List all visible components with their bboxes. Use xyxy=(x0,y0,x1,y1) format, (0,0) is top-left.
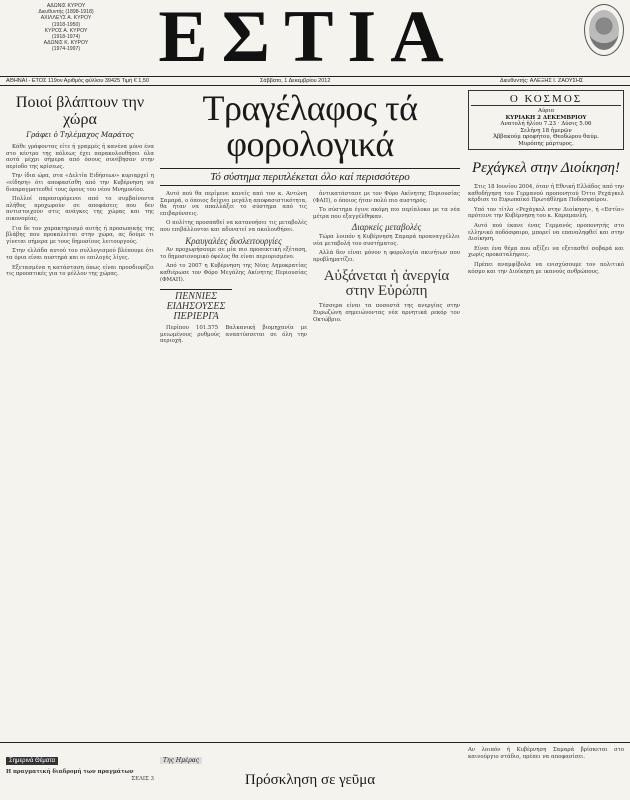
section-label: Σημερινά Θέματα xyxy=(6,757,58,765)
paragraph: Πρέπει αναμφίβολα να ενισχύσουμε τον πολιτικό κόσμο και την Διοίκηση με ικανούς ανθρώπους. xyxy=(468,261,624,275)
founder-line: (1918-1950) xyxy=(51,21,81,28)
kosmos-line: Ἀββακούμ προφήτου, Θεοδώρου θαύμ. xyxy=(493,134,599,140)
paragraph: Κάθε γράφοντας είτε ή γραμμές ή κανένα μόνο ένα στο κέντρο της πόλεως έχει παρακολουθήσει όλα αυτά μέχρι σήμερα από όσους συνέβησαν στην περίοδο της κρίσεως. xyxy=(6,144,154,170)
paragraph: Αυτό πού θα περίμενε κανείς από τον κ. Αντώνη Σαμαρά, ο όποιος δείχνει μεγάλη αποφασιστικότητα, θα ήταν να απαλλάξει το σύστημα από τις επιβαρύνσεις. xyxy=(160,191,307,217)
pennies-box-title[interactable]: ΠΕΝΝΙΕΣ ΕΙΔΗΣΟΥΣΕΣ ΠΕΡΙΕΡΓΑ xyxy=(160,289,232,322)
bottom-left-text[interactable]: Η πραγματική διαδρομή των πραγμάτων xyxy=(6,769,134,775)
founder-line: ΑΔΩΝΙΣ Κ. ΚΥΡΟΥ xyxy=(43,40,89,47)
founder-line: ΑΔΩΝΙΣ ΚΥΡΟΥ xyxy=(46,3,86,9)
paragraph: Αυτό πού έκανε ένας Γερμανός προπονητής στο ελληνικό ποδόσφαιρο, μπορεί να επαναληφθεί και στην Διοίκηση. xyxy=(468,222,624,243)
bottom-right-text: Αν λοιπόν ή Κυβέρνηση Σαμαρά βρίσκεται στο καινούργιο στάδιο, πρέπει να αποφασίσει. xyxy=(468,747,624,760)
founders-list xyxy=(6,3,126,53)
kosmos-line: Σελήνη 18 ἡμερῶν xyxy=(520,127,572,134)
founder-line: ΑΧΙΛΛΕΥΣ Α. ΚΥΡΟΥ xyxy=(40,15,92,22)
left-article-title[interactable]: Ποιοί βλάπτουν την χώρα xyxy=(15,94,145,128)
subhead: Κραυγαλέες δυσλειτουργίες xyxy=(185,235,282,246)
masthead xyxy=(0,0,630,76)
editor-info: Διευθυντής: ΑΛΕΞΗΣ Ι. ΖΑΟΥΣΗΣ xyxy=(500,78,584,84)
kosmos-box xyxy=(468,90,624,150)
paragraph: Στην ελλάδα αυτού του συλλογισμού βλέπουμε ότι τα όρια είναι αυστηρά και οι επιλογές λίγες. xyxy=(6,248,154,261)
paragraph: Υπό τον τίτλο «Ρεχάγκελ στην Διοίκηση», ή «Εστία» πρότεινε την Κυβέρνηση του κ. Καραμανλή. xyxy=(468,206,624,220)
founder-line: (1974-1997) xyxy=(51,46,81,53)
paragraph: Για δε τον χαρακτηρισμό αυτής ή προσωπικής της βλάβης που προκαλείται στην χώρα, ας δούμε τι γίνεται σήμερα με τους δημοσίους λειτουργούς. xyxy=(6,225,154,245)
left-article-body xyxy=(6,144,154,278)
issue-date: Σάββατο, 1 Δεκεμβρίου 2012 xyxy=(260,78,331,84)
dateline-bar xyxy=(0,76,630,86)
founder-line: ΚΥΡΟΣ Α. ΚΥΡΟΥ xyxy=(44,27,88,34)
unemployment-text: Τέσσερα είναι τα ποσοστά της ανεργίας στην Ευρωζώνη σημειώνοντας νέα αρνητικά ρεκόρ τον Οκτώβριο. xyxy=(313,303,460,323)
paragraph: Αλλά δεν είναι μόνον η φορολογία ακινήτων που προβληματίζει. xyxy=(313,250,460,263)
main-col-2 xyxy=(313,191,460,348)
issue-info: ΑΘΗΝΑΙ - ΕΤΟΣ 119ον Αριθμός φύλλου 39425 Τιμή € 1,50 xyxy=(6,78,150,84)
page-ref: ΣΕΛΙΣ 3 xyxy=(131,775,154,782)
left-article-byline: Γράφει ὁ Τηλέμαχος Μαράτος xyxy=(26,131,134,139)
paragraph: ἀντικατάστασε με τον Φόρο Ακίνητης Περιουσίας (ΦΑΠ), ο όποιος ήταν πολύ πιο αυστηρός. xyxy=(313,191,460,204)
seal-emblem xyxy=(584,4,624,56)
bottom-center xyxy=(160,747,460,789)
kosmos-line: Αύριο xyxy=(537,108,555,114)
right-article-body xyxy=(468,184,624,275)
kosmos-line: Ανατολή ἡλίου 7.23 · Δύσις 5.06 xyxy=(500,121,592,127)
bottom-strip xyxy=(0,742,630,800)
pennies-text: Περίπου 101.575 Βαλκανική βιομηχανία με μειωμένους ρυθμούς αναπτύσσεται σε όλη την περιοχή. xyxy=(160,325,307,345)
kosmos-line: Μυρόπης μάρτυρος. xyxy=(518,140,574,147)
section-label: Της Ημέρας xyxy=(160,757,202,764)
paragraph: Αν προχωρήσουμε σε μία πιο προσεκτική εξέταση, το δημοσιονομικό όφελος θα είναι περιορισμένο. xyxy=(160,247,307,260)
founder-line: Διευθυντής (1898-1918) xyxy=(38,9,94,16)
paragraph: Είναι ένα θέμα που αξίζει να εξετασθεί σοβαρά και χωρίς προκαταλήψεις. xyxy=(468,245,624,259)
left-article xyxy=(6,90,154,730)
kosmos-title: Ο ΚΟΣΜΟΣ xyxy=(471,93,621,106)
main-article-columns xyxy=(160,191,460,348)
invite-headline[interactable]: Πρόσκληση σε γεῦμα xyxy=(244,772,376,788)
founder-line: (1918-1974) xyxy=(51,34,81,41)
kosmos-date: ΚΥΡΙΑΚΗ 2 ΔΕΚΕΜΒΡΙΟΥ xyxy=(505,114,587,121)
main-article xyxy=(160,90,460,348)
unemployment-title[interactable]: Αὐξάνεται ἡ ἀνεργία στην Εὐρώπη xyxy=(323,268,450,300)
paragraph: Την ίδια ώρα, στα «Δελτία Ειδήσεων» κυριαρχεί η «είδηση» ότι αποφασίσθη από την Κυβέρνηση να διαπραγματευθεί τους όρους του νέου Μνημονίου. xyxy=(6,173,154,193)
paragraph: Εξετασμένα η κατάσταση όπως είναι προσδιορίζει τις προοπτικές για το μέλλον της χώρας. xyxy=(6,264,154,278)
paragraph: Στις 18 Ιουνίου 2004, όταν ή Εθνική Ελλάδος από την καθοδήγηση του Γερμανού προπονητού Όττο Ρεχάγκελ κέρδισε το Ευρωπαϊκό Πρωτάθλημα Ποδοσφαίρου. xyxy=(468,184,624,204)
right-article-title[interactable]: Ρεχάγκελ στην Διοίκηση! xyxy=(472,160,620,176)
paragraph: Πολλοί παρασυρόμενοι από το συμβαίνοντα πλήθος προχωρούν σε αποφάσεις που δεν αντιστοιχούν στις ανάγκες της χώρας και της οικονομίας. xyxy=(6,196,154,222)
bottom-left xyxy=(6,747,154,782)
main-deck: Τό σύστημα περιπλέκεται όλο καί περισσότερο xyxy=(160,168,460,186)
main-col-1 xyxy=(160,191,307,348)
subhead: Διαρκείς μεταβολές xyxy=(351,222,422,233)
paragraph: Τώρα λοιπόν η Κυβέρνηση Σαμαρά προαναγγέλλει νέα μεταβολή του συστήματος. xyxy=(313,233,460,247)
paragraph: Το σύστημα έγινε ακόμη πιο περίπλοκο με τα νέα μέτρα που εξαγγέλθηκαν. xyxy=(313,207,460,220)
paragraph: Ο πολίτης προσπαθεί να κατανοήσει τις μεταβολές που επιβάλλονται και αδυνατεί να ακολουθήσει. xyxy=(160,220,307,233)
paragraph: Από το 2007 η Κυβέρνηση της Νέας Δημοκρατίας καθιέρωσε τον Φόρο Μεγάλης Ακίνητης Περιουσίας (ΦΜΑΠ). xyxy=(160,263,307,283)
right-column xyxy=(468,90,624,278)
kosmos-body xyxy=(471,108,621,147)
seal-icon xyxy=(589,10,619,50)
main-headline[interactable]: Τραγέλαφος τά φορολογικά xyxy=(202,88,418,164)
newspaper-logo: ΕΣΤΙΑ xyxy=(158,0,458,78)
